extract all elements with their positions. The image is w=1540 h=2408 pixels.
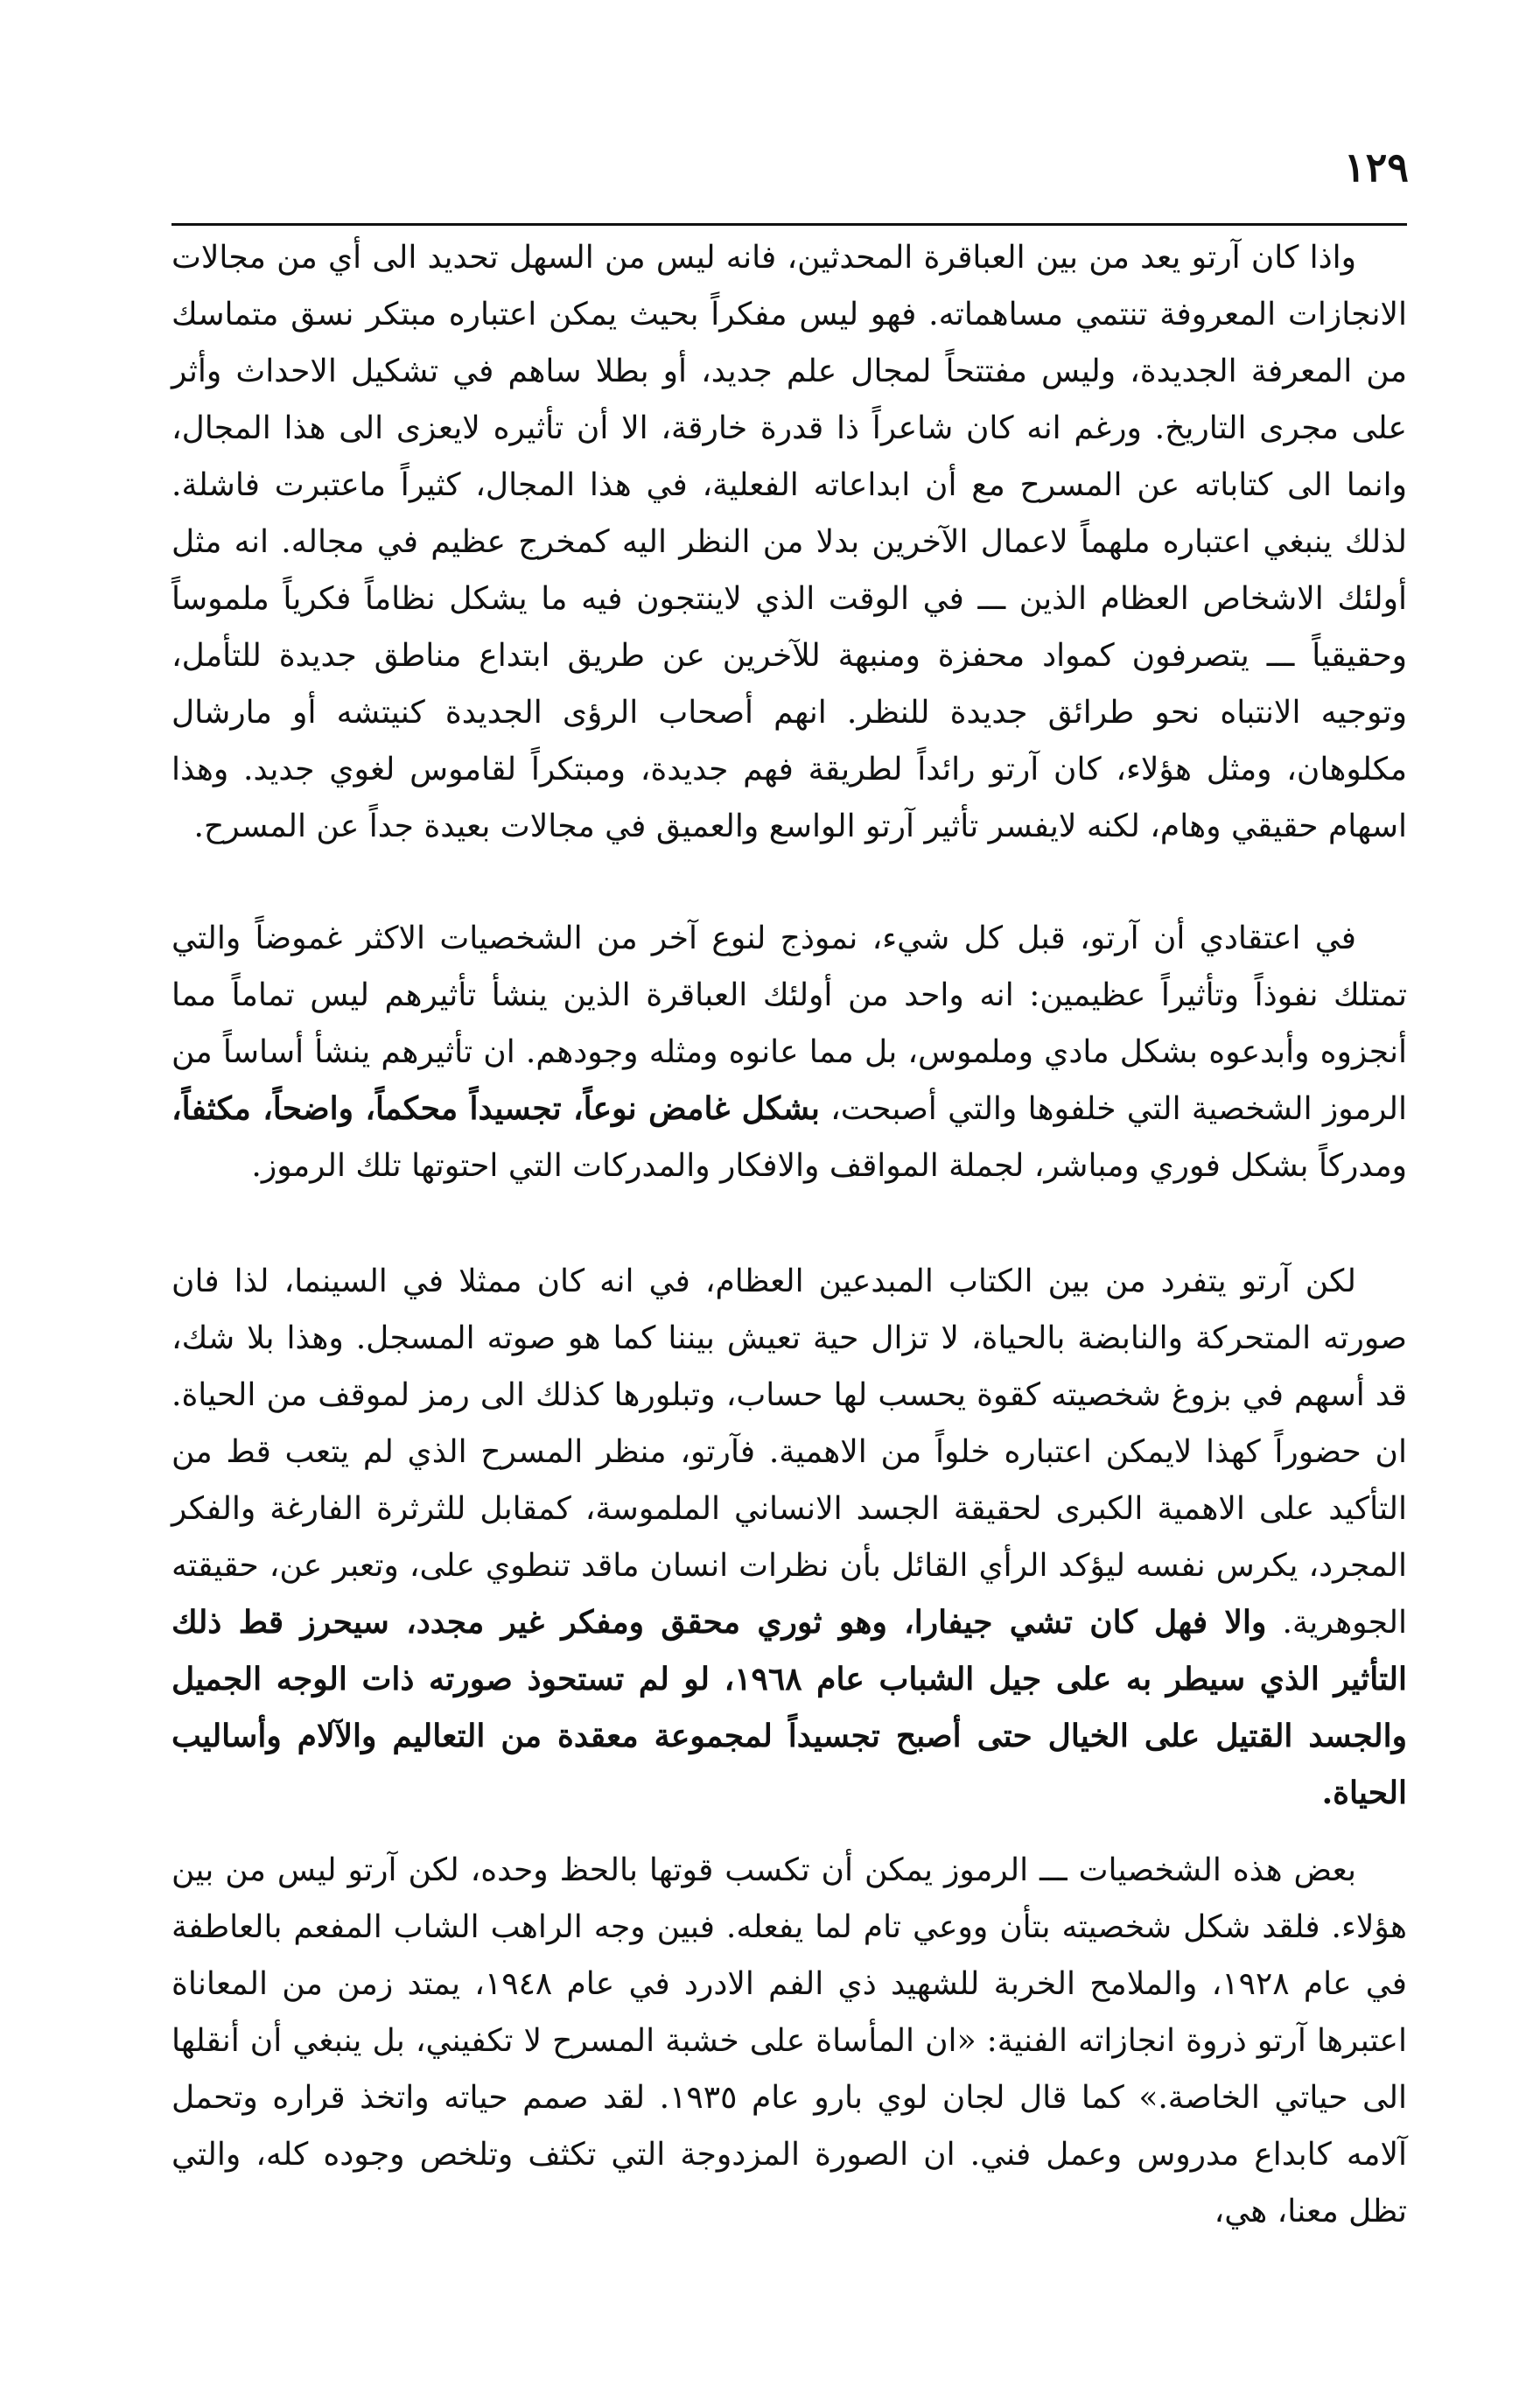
paragraph-1 (172, 229, 1407, 855)
paragraph-4-text: بعض هذه الشخصيات ـــ الرموز يمكن أن تكسب قوتها بالحظ وحده، لكن آرتو ليس من بين هؤلاء. فلقد شكل شخصيته بتأن ووعي تام لما يفعله. فبين وجه الراهب الشاب المفعم بالعاطفة في عام ١٩٢٨، والملامح الخربة للشهيد ذي الفم الادرد في عام ١٩٤٨، يمتد زمن من المعاناة اعتبرها آرتو ذروة انجازاته الفنية: «ان المأساة على خشبة المسرح لا تكفيني، بل ينبغي أن أنقلها الى حياتي الخاصة.» كما قال لجان لوي بارو عام ١٩٣٥. لقد صمم حياته واتخذ قراره وتحمل آلامه كابداع مدروس وعمل فني. ان الصورة المزدوجة التي تكثف وتلخص وجوده كله، والتي تظل معنا، هي، (172, 1852, 1408, 2230)
paragraph-2-plain: في اعتقادي أن آرتو، قبل كل شيء، نموذج لنوع آخر من الشخصيات الاكثر غموضاً والتي تمتلك نفوذاً وتأثيراً عظيمين: انه واحد من أولئك العباقرة الذين ينشأ تأثيرهم ليس تماماً مما أنجزوه وأبدعوه بشكل مادي وملموس، بل مما عانوه ومثله وجودهم. ان تأثيرهم ينشأ أساساً من الرموز الشخصية التي خلفوها والتي أصبحت، (172, 920, 1407, 1127)
paragraph-1-text: واذا كان آرتو يعد من بين العباقرة المحدثين، فانه ليس من السهل تحديد الى أي من مجالات الانجازات المعروفة تنتمي مساهماته. فهو ليس مفكراً بحيث يمكن اعتباره مبتكر نسق متماسك من المعرفة الجديدة، وليس مفتتحاً لمجال علم جديد، أو بطلا ساهم في تشكيل الاحداث وأثر على مجرى التاريخ. ورغم انه كان شاعراً ذا قدرة خارقة، الا أن تأثيره لايعزى الى هذا المجال، وانما الى كتاباته عن المسرح مع أن ابداعاته الفعلية، في هذا المجال، كثيراً ماعتبرت فاشلة. لذلك ينبغي اعتباره ملهماً لاعمال الآخرين بدلا من النظر اليه كمخرج عظيم في مجاله. انه مثل أولئك الاشخاص العظام الذين ـــ في الوقت الذي لاينتجون فيه ما يشكل نظاماً فكرياً ملموساً وحقيقياً ـــ يتصرفون كمواد محفزة ومنبهة للآخرين عن طريق ابتداع مناطق جديدة للتأمل، وتوجيه الانتباه نحو طرائق جديدة للنظر. انهم أصحاب الرؤى الجديدة كنيتشه أو مارشال مكلوهان، ومثل هؤلاء، كان آرتو رائداً لطريقة فهم جديدة، ومبتكراً لقاموس لغوي جديد. وهذا اسهام حقيقي وهام، لكنه لايفسر تأثير آرتو الواسع والعميق في مجالات بعيدة جداً عن المسرح. (172, 240, 1407, 844)
paragraph-2-tail: ومدركاً بشكل فوري ومباشر، لجملة المواقف والافكار والمدركات التي احتوتها تلك الرموز. (251, 1148, 1407, 1184)
paragraph-3-plain: لكن آرتو يتفرد من بين الكتاب المبدعين العظام، في انه كان ممثلا في السينما، لذا فان صورته المتحركة والنابضة بالحياة، لا تزال حية تعيش بيننا كما هو صوته المسجل. وهذا بلا شك، قد أسهم في بزوغ شخصيته كقوة يحسب لها حساب، وتبلورها كذلك الى رمز لموقف من الحياة. ان حضوراً كهذا لايمكن اعتباره خلواً من الاهمية. فآرتو، منظر المسرح الذي لم يتعب قط من التأكيد على الاهمية الكبرى لحقيقة الجسد الانساني الملموسة، كمقابل للثرثرة الفارغة والفكر المجرد، يكرس نفسه ليؤكد الرأي القائل بأن نظرات انسان ماقد تنطوي على، وتعبر عن، حقيقته الجوهرية. (172, 1264, 1407, 1641)
paragraph-3-text (172, 1253, 1407, 1822)
paragraph-2-text (172, 910, 1407, 1194)
paragraph-2 (172, 910, 1407, 1194)
page-number: ١٢٩ (1343, 144, 1409, 191)
paragraph-4 (172, 1842, 1407, 2240)
paragraph-3-emphasis: والا فهل كان تشي جيفارا، وهو ثوري محقق ومفكر غير مجدد، سيحرز قط ذلك التأثير الذي سيطر به على جيل الشباب عام ١٩٦٨، لو لم تستحوذ صورته ذات الوجه الجميل والجسد القتيل على الخيال حتى أصبح تجسيداً لمجموعة معقدة من التعاليم والآلام وأساليب الحياة. (172, 1604, 1407, 1811)
paragraph-3 (172, 1253, 1407, 1822)
paragraph-2-emphasis: بشكل غامض نوعاً، تجسيداً محكماً، واضحاً، مكثفاً، (172, 1090, 820, 1127)
header-rule (172, 223, 1407, 226)
